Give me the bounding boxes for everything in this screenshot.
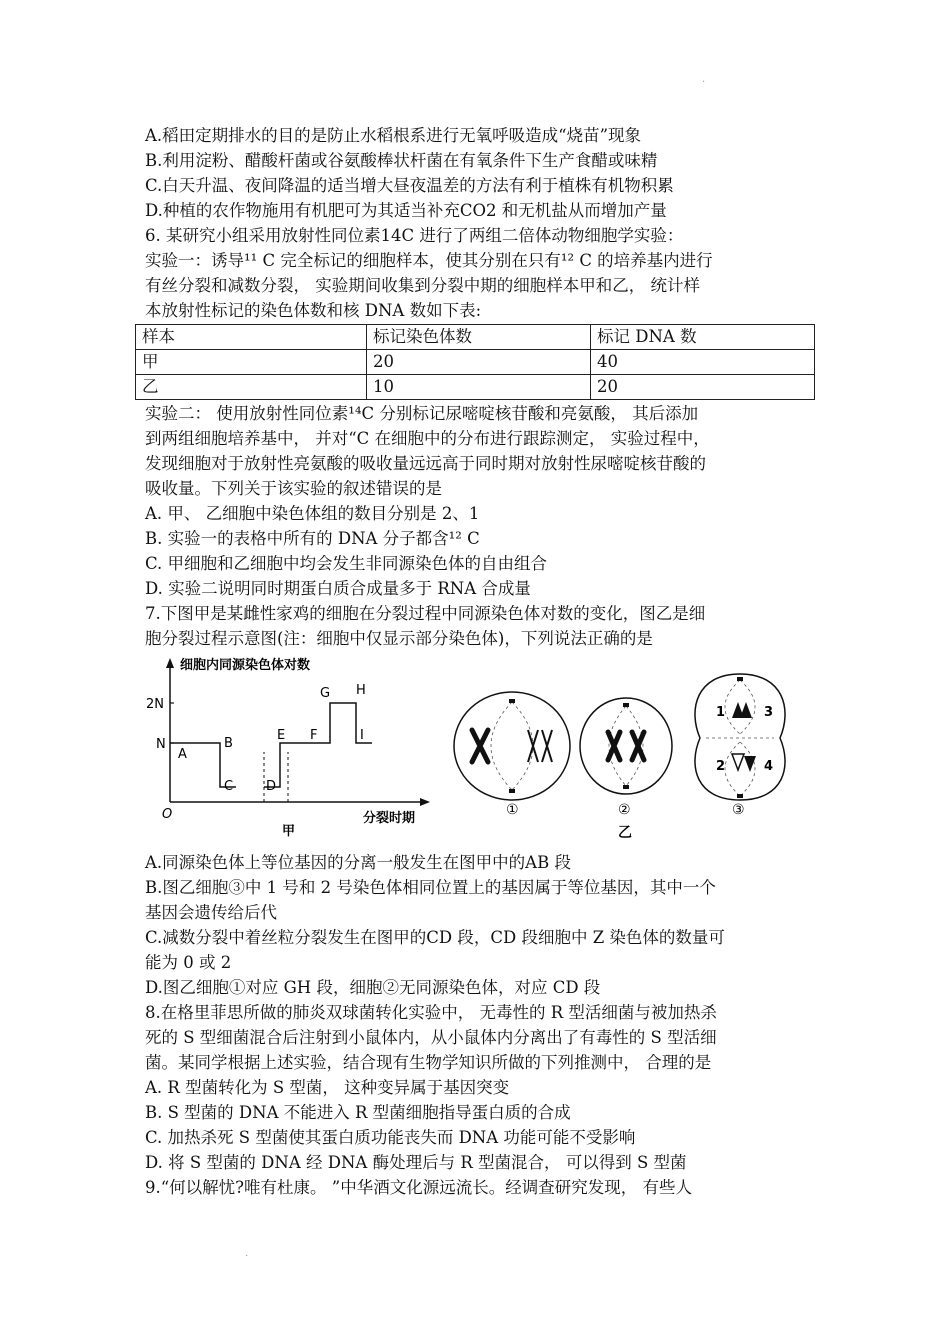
q7-option-b-cont: 基因会遗传给后代 — [145, 903, 277, 922]
table-cell: 40 — [591, 350, 815, 375]
curve-d-i — [264, 703, 372, 787]
q7-option-c-cont: 能为 0 或 2 — [145, 953, 232, 972]
q6-option-c: C. 甲细胞和乙细胞中均会发生非同源染色体的自由组合 — [145, 554, 548, 573]
table-header-cell: 标记 DNA 数 — [591, 325, 815, 350]
q6-data-table — [135, 324, 815, 400]
point-label: D — [266, 779, 277, 794]
point-label: B — [224, 736, 233, 751]
table-cell: 20 — [367, 350, 591, 375]
x-axis-arrow — [420, 798, 430, 806]
table-cell: 20 — [591, 375, 815, 400]
page-dot: . — [702, 74, 706, 85]
q7-option-d: D.图乙细胞①对应 GH 段，细胞②无同源染色体，对应 CD 段 — [145, 978, 601, 997]
point-label: I — [360, 728, 364, 743]
q6-exp2-line: 实验二： 使用放射性同位素¹⁴C 分别标记尿嘧啶核苷酸和亮氨酸， 其后添加 — [145, 404, 699, 423]
table-header-row — [136, 325, 815, 350]
origin-label: O — [162, 807, 173, 822]
q6-exp1-line: 有丝分裂和减数分裂， 实验期间收集到分裂中期的细胞样本甲和乙， 统计样 — [145, 276, 700, 295]
y-tick-2n: 2N — [146, 697, 164, 712]
cell-label: ② — [618, 802, 631, 818]
q6-option-d: D. 实验二说明同时期蛋白质合成量多于 RNA 合成量 — [145, 579, 531, 598]
q6-exp2-line: 到两组细胞培养基中， 并对“C 在细胞中的分布进行跟踪测定， 实验过程中， — [145, 429, 710, 448]
chromosome-number: 3 — [764, 705, 774, 720]
cells-caption: 乙 — [618, 825, 632, 841]
table-header-cell: 标记染色体数 — [367, 325, 591, 350]
point-label: C — [224, 779, 234, 794]
q5-option-c: C.白天升温、夜间降温的适当增大昼夜温差的方法有利于植株有机物积累 — [145, 176, 674, 195]
q8-stem-line: 死的 S 型细菌混合后注射到小鼠体内，从小鼠体内分离出了有毒性的 S 型活细 — [145, 1028, 717, 1047]
table-cell: 乙 — [136, 375, 367, 400]
graph-jia — [146, 657, 430, 839]
q7-option-c: C.减数分裂中着丝粒分裂发生在图甲的CD 段，CD 段细胞中 Z 染色体的数量可 — [145, 928, 725, 947]
q8-option-b: B. S 型菌的 DNA 不能进入 R 型菌细胞指导蛋白质的合成 — [145, 1103, 571, 1122]
cell-2 — [580, 698, 672, 841]
q7-stem-line: 胞分裂过程示意图(注：细胞中仅显示部分染色体)，下列说法正确的是 — [145, 629, 653, 648]
point-label: A — [178, 747, 187, 762]
cell-label: ① — [506, 802, 519, 818]
table-row — [136, 375, 815, 400]
q9-stem: 9.“何以解忧?唯有杜康。 ”中华酒文化源远流长。经调查研究发现， 有些人 — [145, 1178, 692, 1197]
q7-figure — [140, 652, 820, 842]
q5-option-a: A.稻田定期排水的目的是防止水稻根系进行无氧呼吸造成“烧苗”现象 — [145, 126, 642, 145]
q6-option-a: A. 甲、 乙细胞中染色体组的数目分别是 2、1 — [145, 504, 480, 523]
cell-label: ③ — [732, 802, 745, 818]
q6-exp1-line: 本放射性标记的染色体数和核 DNA 数如下表: — [145, 301, 482, 320]
point-label: E — [277, 728, 286, 743]
chromosome-number: 1 — [716, 705, 726, 720]
chromosome-number: 2 — [716, 759, 726, 774]
q8-option-c: C. 加热杀死 S 型菌使其蛋白质功能丧失而 DNA 功能可能不受影响 — [145, 1128, 636, 1147]
q7-stem-line: 7.下图甲是某雌性家鸡的细胞在分裂过程中同源染色体对数的变化，图乙是细 — [145, 604, 706, 623]
table-header-cell: 样本 — [136, 325, 367, 350]
page-dot: . — [245, 1248, 249, 1259]
cell-3 — [695, 674, 785, 818]
x-axis-label: 分裂时期 — [363, 811, 416, 826]
q6-exp2-line: 吸收量。下列关于该实验的叙述错误的是 — [145, 479, 442, 498]
q7-option-b: B.图乙细胞③中 1 号和 2 号染色体相同位置上的基因属于等位基因，其中一个 — [145, 878, 716, 897]
q7-option-a: A.同源染色体上等位基因的分离一般发生在图甲中的AB 段 — [145, 853, 571, 872]
point-label: G — [320, 686, 331, 701]
q5-option-d: D.种植的农作物施用有机肥可为其适当补充CO2 和无机盐从而增加产量 — [145, 201, 667, 220]
y-tick-n: N — [156, 737, 166, 752]
point-label: H — [356, 683, 366, 698]
chromosome-number: 4 — [764, 759, 774, 774]
q8-option-d: D. 将 S 型菌的 DNA 经 DNA 酶处理后与 R 型菌混合， 可以得到 S 型菌 — [145, 1153, 687, 1172]
q5-option-b: B.利用淀粉、醋酸杆菌或谷氨酸棒状杆菌在有氧条件下生产食醋或味精 — [145, 151, 658, 170]
point-label: F — [310, 728, 318, 743]
q6-exp2-line: 发现细胞对于放射性亮氨酸的吸收量远远高于同时期对放射性尿嘧啶核苷酸的 — [145, 454, 706, 473]
q8-stem-line: 菌。某同学根据上述实验，结合现有生物学知识所做的下列推测中， 合理的是 — [145, 1053, 712, 1072]
y-axis-arrow — [166, 658, 174, 668]
q6-exp1-line: 实验一：诱导¹¹ C 完全标记的细胞样本，使其分别在只有¹² C 的培养基内进行 — [145, 251, 713, 270]
q8-stem-line: 8.在格里菲思所做的肺炎双球菌转化实验中， 无毒性的 R 型活细菌与被加热杀 — [145, 1003, 717, 1022]
table-row — [136, 350, 815, 375]
q6-option-b: B. 实验一的表格中所有的 DNA 分子都含¹² C — [145, 529, 480, 548]
cell-1 — [454, 692, 570, 818]
q8-option-a: A. R 型菌转化为 S 型菌， 这种变异属于基因突变 — [145, 1078, 510, 1097]
graph-caption: 甲 — [282, 824, 296, 839]
y-axis-label: 细胞内同源染色体对数 — [180, 658, 311, 673]
q6-stem: 6. 某研究小组采用放射性同位素14C 进行了两组二倍体动物细胞学实验： — [145, 226, 684, 245]
table-cell: 10 — [367, 375, 591, 400]
table-cell: 甲 — [136, 350, 367, 375]
